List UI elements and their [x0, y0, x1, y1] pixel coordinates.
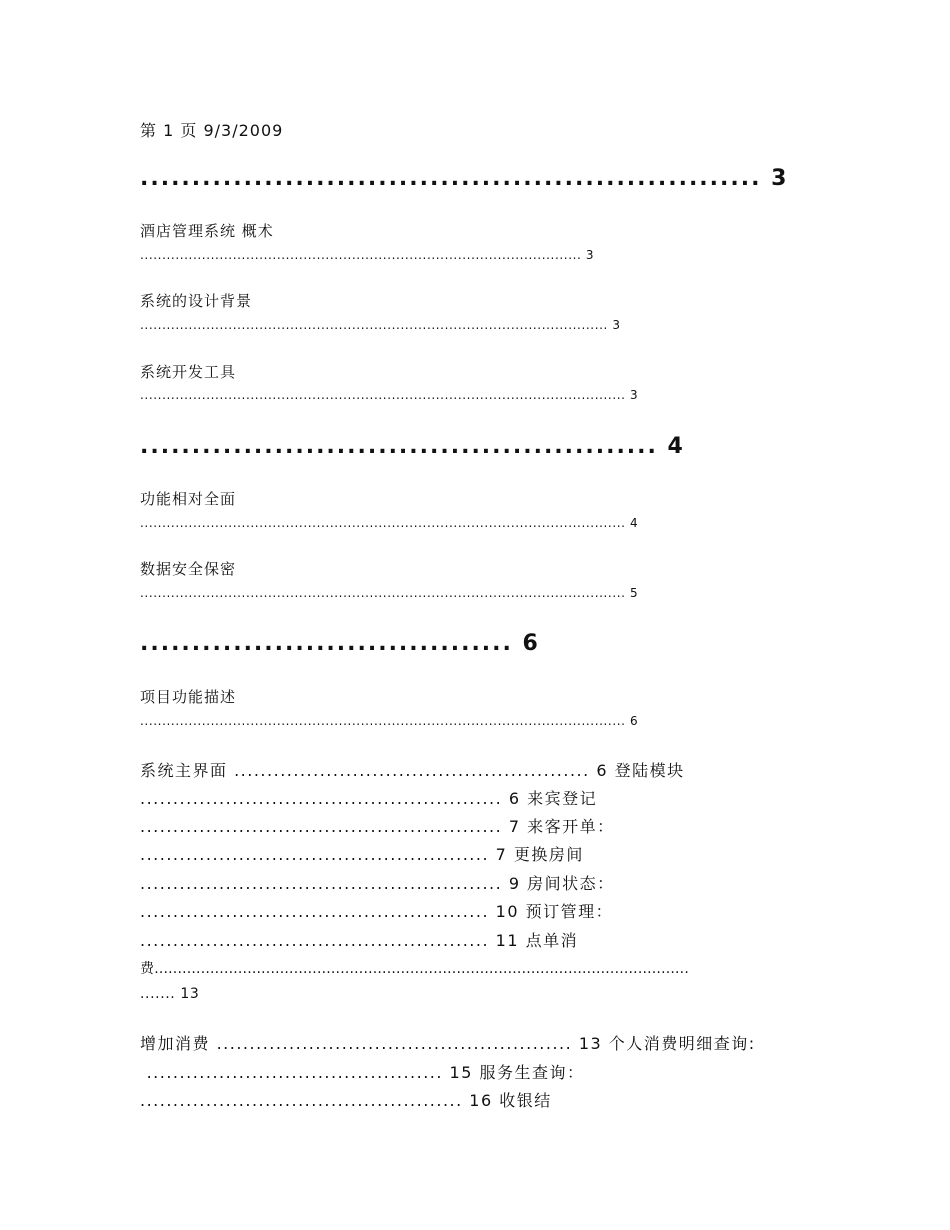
toc-entry-leader-line — [140, 388, 638, 402]
toc-section-2 — [140, 434, 685, 459]
toc-run-line: 系统主界面 ...................................................... 6 登陆模块 — [140, 761, 685, 780]
page-number: 6 — [522, 631, 540, 656]
page-number: 5 — [630, 586, 639, 600]
toc-entry-leader-line — [140, 248, 594, 262]
dot-leader: .............................................................................................................. — [140, 388, 626, 402]
toc-entry-title: 功能相对全面 — [140, 490, 237, 508]
toc-run-line: ..................................................... 7 更换房间 — [140, 845, 584, 864]
toc-entry-leader-line — [140, 714, 638, 728]
toc-run-line: ..................................................... 11 点单消 — [140, 931, 579, 950]
page-number: 6 — [630, 714, 639, 728]
toc-entry-leader-line — [140, 318, 621, 332]
dot-leader: .............................................................................................................. — [140, 714, 626, 728]
dot-leader: .................................................. — [140, 434, 658, 459]
page-number: 3 — [630, 388, 639, 402]
toc-entry-leader-line — [140, 586, 638, 600]
page-number: 4 — [630, 516, 639, 530]
dot-leader: .................................................................................................... — [140, 248, 582, 262]
toc-section-3 — [140, 631, 540, 656]
toc-run-line: 费................................................................................................................... — [140, 961, 689, 977]
dot-leader: ............................................................ — [140, 166, 762, 191]
dot-leader: .................................... — [140, 631, 513, 656]
page-number: 3 — [612, 318, 621, 332]
toc-run-line: ....... 13 — [140, 986, 200, 1002]
toc-run-line: ..................................................... 10 预订管理： — [140, 902, 614, 921]
toc-entry-title: 酒店管理系统 概术 — [140, 222, 274, 240]
toc-run-line: 增加消费 ...................................................... 13 个人消费明细查询: — [140, 1034, 756, 1053]
toc-entry-title: 数据安全保密 — [140, 560, 237, 578]
page-number: 3 — [585, 248, 595, 262]
toc-run-line: ............................................. 15 服务生查询： — [140, 1063, 585, 1082]
toc-entry-title: 系统的设计背景 — [140, 292, 253, 310]
dot-leader: .......................................................................................................... — [140, 318, 608, 332]
page-header: 第 1 页 9/3/2009 — [140, 121, 284, 140]
page-number: 4 — [667, 434, 685, 459]
toc-run-line: ....................................................... 6 来宾登记 — [140, 789, 598, 808]
toc-entry-title: 项目功能描述 — [140, 688, 237, 706]
dot-leader: .............................................................................................................. — [140, 516, 626, 530]
toc-entry-title: 系统开发工具 — [140, 363, 237, 381]
dot-leader: .............................................................................................................. — [140, 586, 626, 600]
toc-run-line: ....................................................... 7 来客开单： — [140, 817, 615, 836]
page-number: 3 — [771, 166, 789, 191]
toc-run-line: ................................................. 16 收银结 — [140, 1091, 552, 1110]
toc-entry-leader-line — [140, 516, 638, 530]
toc-section-1 — [140, 166, 788, 191]
toc-run-line: ....................................................... 9 房间状态： — [140, 874, 615, 893]
